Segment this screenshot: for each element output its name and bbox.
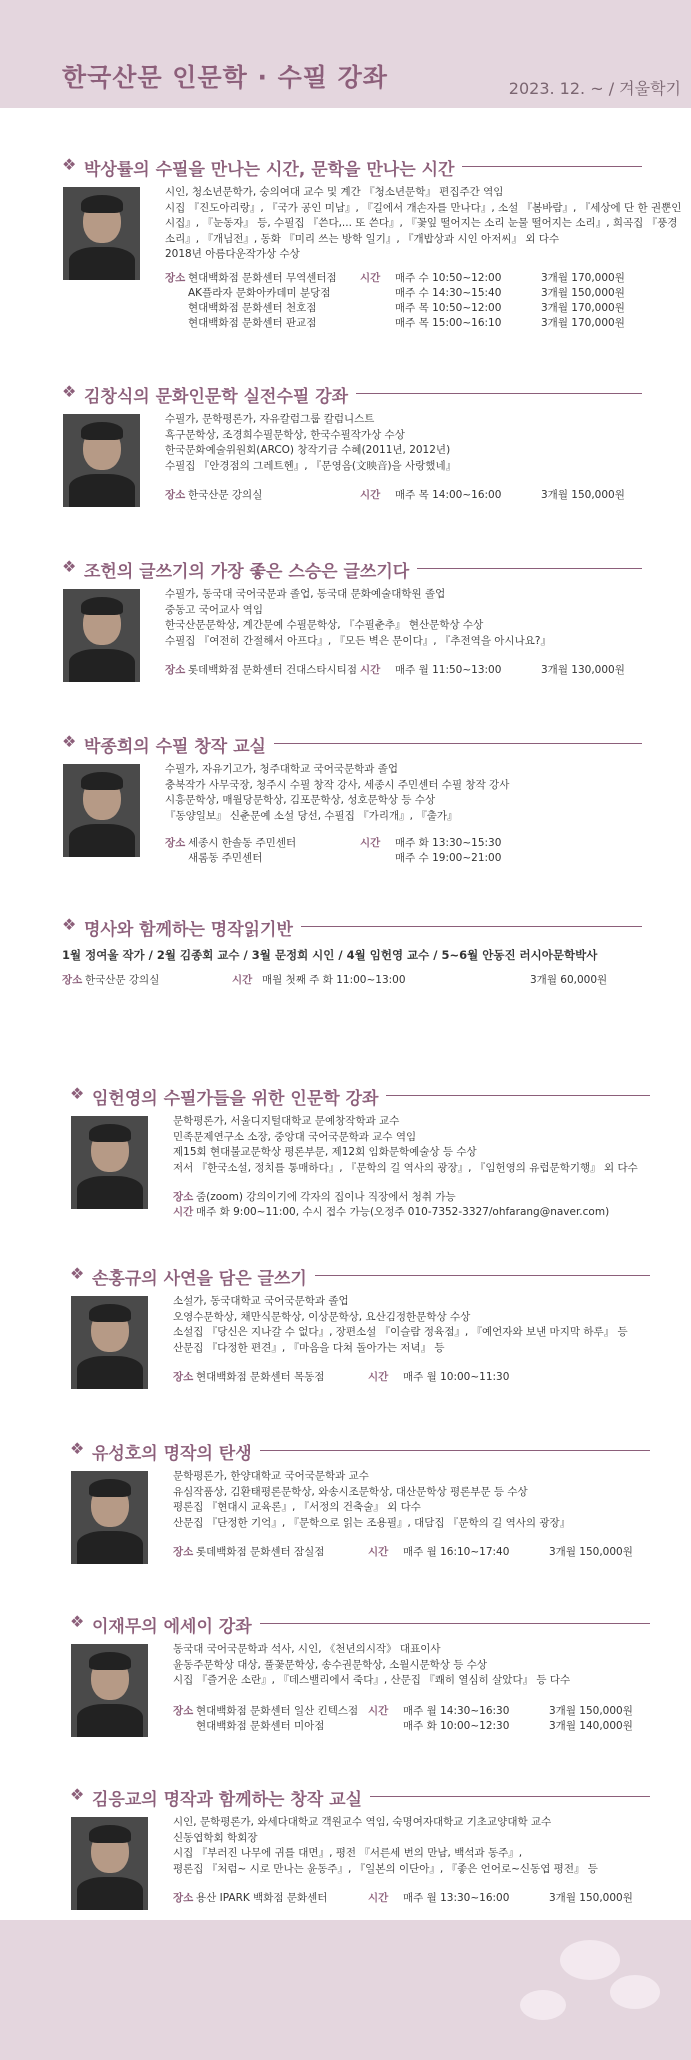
bio-line: 수필가, 자유기고가, 청주대학교 국어국문학과 졸업: [165, 763, 399, 775]
course-title-bar: [70, 1082, 650, 1110]
schedule-table: [165, 663, 645, 678]
instructor-photo: [71, 1116, 148, 1209]
time-value: 매주 목 15:00~16:10: [395, 317, 502, 329]
instructor-bio: [173, 1469, 653, 1531]
course-title: 조헌의 글쓰기의 가장 좋은 스승은 글쓰기다: [84, 557, 417, 582]
instructor-bio: [173, 1294, 653, 1356]
fee-value: 3개월 150,000원: [549, 1892, 633, 1904]
time-label: 시간: [368, 1371, 389, 1383]
instructor-bio: [165, 587, 645, 649]
schedule-table: [62, 973, 645, 988]
place-value: 새롬동 주민센터: [188, 852, 263, 864]
schedule-row: [165, 286, 645, 301]
place-label: 장소: [173, 1191, 194, 1203]
time-value: 매주 화 10:00~12:30: [403, 1720, 510, 1732]
fee-value: 3개월 150,000원: [549, 1546, 633, 1558]
time-label: 시간: [360, 664, 381, 676]
course-section: [62, 913, 642, 986]
place-value: 롯데백화점 문화센터 건대스타시티점: [188, 664, 357, 676]
time-value: 매주 수 19:00~21:00: [395, 852, 502, 864]
bio-line: 소설가, 동국대학교 국어국문학과 졸업: [173, 1295, 349, 1307]
bio-line: 평론집 『현대시 교육론』, 『서정의 건축술』 외 다수: [173, 1501, 421, 1513]
bio-line: 신동엽학회 학회장: [173, 1831, 258, 1844]
course-title-bar: [62, 913, 642, 941]
place-label: 장소: [165, 664, 186, 676]
instructor-bio: [173, 1114, 653, 1176]
flower-decoration: [610, 1975, 660, 2009]
course-title-bar: [62, 153, 642, 181]
fee-value: 3개월 170,000원: [541, 302, 625, 314]
schedule-table: [165, 836, 645, 866]
course-title: 손홍규의 사연을 담은 글쓰기: [92, 1264, 315, 1289]
bio-line: 시집 『진도아리랑』, 『국가 공인 미남』, 『길에서 개손자를 만나다』, 소설 『봄바람』, 『세상에 단 한 권뿐인: [165, 201, 682, 214]
bio-line: 시집 『즐거운 소란』, 『데스밸리에서 죽다』, 산문집 『쾌히 열심히 살았다』 등 다수: [173, 1674, 571, 1686]
time-label: 시간: [173, 1206, 194, 1218]
time-label: 시간: [368, 1705, 389, 1717]
place-label: 장소: [165, 272, 186, 284]
schedule-row: [62, 973, 645, 988]
time-value: 매월 첫째 주 화 11:00~13:00: [262, 974, 406, 986]
course-title: 박종희의 수필 창작 교실: [84, 732, 274, 757]
place-value: 현대백화점 문화센터 천호점: [188, 302, 317, 314]
fee-value: 3개월 150,000원: [541, 287, 625, 299]
bio-line: 충북작가 사무국장, 청주시 수필 창작 강사, 세종시 주민센터 수필 창작 강사: [165, 778, 510, 791]
schedule-row: [173, 1719, 653, 1734]
fee-value: 3개월 150,000원: [541, 489, 625, 501]
place-value: 세종시 한솔동 주민센터: [188, 837, 297, 849]
bio-line: 2018년 아름다운작가상 수상: [165, 248, 300, 260]
place-value: 현대백화점 문화센터 무역센터점: [188, 272, 337, 284]
course-section: [62, 380, 642, 501]
time-value: 매주 목 10:50~12:00: [395, 302, 502, 314]
time-label: 시간: [368, 1546, 389, 1558]
schedule-row: [165, 488, 645, 503]
course-title-bar: [62, 380, 642, 408]
instructor-photo: [71, 1817, 148, 1910]
place-label: 장소: [173, 1705, 194, 1717]
instructor-photo: [63, 187, 140, 280]
time-value: 매주 수 14:30~15:40: [395, 287, 502, 299]
fee-value: 3개월 170,000원: [541, 272, 625, 284]
schedule-table: [173, 1891, 653, 1906]
schedule-row: [173, 1891, 653, 1906]
course-title: 명사와 함께하는 명작읽기반: [84, 915, 301, 940]
diamond-bullet-icon: ❖: [62, 155, 77, 174]
time-label: 시간: [360, 489, 381, 501]
course-section: [70, 1082, 650, 1218]
diamond-bullet-icon: ❖: [70, 1785, 85, 1804]
schedule-row: [165, 663, 645, 678]
instructor-bio: [173, 1815, 653, 1877]
course-title: 김응교의 명작과 함께하는 창작 교실: [92, 1785, 370, 1810]
course-title: 이재무의 에세이 강좌: [92, 1612, 260, 1637]
time-label: 시간: [232, 974, 253, 986]
bio-line: 흑구문학상, 조경희수필문학상, 한국수필작가상 수상: [165, 428, 405, 441]
diamond-bullet-icon: ❖: [62, 382, 77, 401]
bio-line: 한국산문문학상, 계간문예 수필문학상, 『수필춘추』 현산문학상 수상: [165, 619, 484, 631]
course-section: [62, 153, 682, 329]
schedule-row: [165, 836, 645, 851]
bio-line: 평론집 『처럼~ 시로 만나는 윤동주』, 『일본의 이단아』, 『좋은 언어로~신동엽 평전』 등: [173, 1862, 598, 1875]
schedule-row: [173, 1370, 653, 1385]
diamond-bullet-icon: ❖: [70, 1439, 85, 1458]
course-title: 유성호의 명작의 탄생: [92, 1439, 260, 1464]
schedule-table: [173, 1704, 653, 1734]
schedule-table: [173, 1190, 653, 1220]
schedule-row: [173, 1205, 653, 1220]
diamond-bullet-icon: ❖: [70, 1612, 85, 1631]
instructor-photo: [63, 589, 140, 682]
bio-line: 시인, 청소년문학가, 숭의여대 교수 및 계간 『청소년문학』 편집주간 역임: [165, 186, 504, 198]
time-value: 매주 월 10:00~11:30: [403, 1371, 510, 1383]
bio-line: 산문집 『단정한 기억』, 『문학으로 읽는 조용필』, 대담집 『문학의 길 역사의 광장』: [173, 1516, 571, 1529]
course-section: [70, 1262, 650, 1383]
monthly-lineup: 1월 정여울 작가 / 2월 김종회 교수 / 3월 문정희 시인 / 4월 임헌영 교수 / 5~6월 안동진 러시아문학박사: [62, 948, 598, 962]
place-label: 장소: [165, 489, 186, 501]
place-value: 한국산문 강의실: [85, 974, 160, 986]
bio-line: 문학평론가, 서울디지털대학교 문예창작학과 교수: [173, 1115, 400, 1127]
place-value: 현대백화점 문화센터 판교점: [188, 317, 317, 329]
place-label: 장소: [173, 1546, 194, 1558]
semester-period: 2023. 12. ~ / 겨울학기: [508, 79, 681, 98]
course-title-bar: [70, 1783, 650, 1811]
instructor-bio: [173, 1642, 653, 1689]
bio-line: 소리』, 『개님전』, 동화 『미리 쓰는 방학 일기』, 『개밥상과 시인 아저씨』 외 다수: [165, 232, 560, 245]
bio-line: 문학평론가, 한양대학교 국어국문학과 교수: [173, 1470, 369, 1482]
course-section: [62, 730, 642, 864]
schedule-table: [165, 488, 645, 503]
bio-line: 수필가, 문학평론가, 자유칼럼그룹 칼럼니스트: [165, 413, 375, 425]
bio-line: 저서 『한국소설, 정치를 통매하다』, 『문학의 길 역사의 광장』, 『임헌영의 유럽문학기행』 외 다수: [173, 1161, 638, 1174]
course-section: [62, 555, 642, 676]
bio-line: 시흥문학상, 매월당문학상, 김포문학상, 성호문학상 등 수상: [165, 794, 436, 806]
schedule-table: [165, 271, 645, 331]
place-label: 장소: [165, 837, 186, 849]
fee-value: 3개월 130,000원: [541, 664, 625, 676]
schedule-row: [173, 1190, 653, 1205]
instructor-bio: [165, 412, 645, 474]
bio-line: 민족문제연구소 소장, 중앙대 국어국문학과 교수 역임: [173, 1130, 417, 1143]
place-value: 한국산문 강의실: [188, 489, 263, 501]
schedule-row: [173, 1704, 653, 1719]
diamond-bullet-icon: ❖: [70, 1084, 85, 1103]
course-title: 임헌영의 수필가들을 위한 인문학 강좌: [92, 1084, 386, 1109]
bio-line: 수필집 『여전히 간절해서 아프다』, 『모든 벽은 문이다』, 『추전역을 아시나요?』: [165, 634, 551, 647]
bio-line: 수필가, 동국대 국어국문과 졸업, 동국대 문화예술대학원 졸업: [165, 588, 446, 600]
course-title-bar: [62, 555, 642, 583]
fee-value: 3개월 140,000원: [549, 1720, 633, 1732]
schedule-row: [165, 316, 645, 331]
place-label: 장소: [173, 1371, 194, 1383]
course-section: [70, 1610, 650, 1732]
time-value: 매주 목 14:00~16:00: [395, 489, 502, 501]
schedule-row: [173, 1545, 653, 1560]
bio-line: 유심작품상, 김환태평론문학상, 와송시조문학상, 대산문학상 평론부문 등 수상: [173, 1485, 528, 1498]
place-value: 현대백화점 문화센터 목동점: [196, 1371, 325, 1383]
place-value: 현대백화점 문화센터 미아점: [196, 1720, 325, 1732]
course-title-bar: [70, 1610, 650, 1638]
instructor-photo: [71, 1296, 148, 1389]
bio-line: 윤동주문학상 대상, 풀꽃문학상, 송수권문학상, 소월시문학상 등 수상: [173, 1658, 488, 1671]
time-value: 매주 화 13:30~15:30: [395, 837, 502, 849]
instructor-photo: [63, 414, 140, 507]
course-title: 김창식의 문화인문학 실전수필 강좌: [84, 382, 356, 407]
instructor-bio: [165, 185, 682, 263]
bio-line: 한국문화예술위원회(ARCO) 창작기금 수혜(2011년, 2012년): [165, 444, 451, 456]
time-value: 매주 월 13:30~16:00: [403, 1892, 510, 1904]
place-value: 용산 IPARK 백화점 문화센터: [196, 1892, 328, 1904]
time-label: 시간: [368, 1892, 389, 1904]
course-title-bar: [62, 730, 642, 758]
schedule-row: [165, 271, 645, 286]
diamond-bullet-icon: ❖: [62, 915, 77, 934]
course-title-bar: [70, 1437, 650, 1465]
place-value: 롯데백화점 문화센터 잠실점: [196, 1546, 325, 1558]
instructor-photo: [71, 1471, 148, 1564]
bio-line: 오영수문학상, 채만식문학상, 이상문학상, 요산김정한문학상 수상: [173, 1310, 471, 1323]
fee-value: 3개월 150,000원: [549, 1705, 633, 1717]
place-label: 장소: [62, 974, 83, 986]
bio-line: 시인, 문학평론가, 와세다대학교 객원교수 역임, 숙명여자대학교 기초교양대학 교수: [173, 1816, 552, 1828]
time-value: 매주 월 14:30~16:30: [403, 1705, 510, 1717]
bio-line: 소설집 『당신은 지나갈 수 없다』, 장편소설 『이슬람 정육점』, 『예언자와 보낸 마지막 하루』 등: [173, 1326, 628, 1338]
bio-line: 수필집 『안경점의 그레트헨』, 『문영음(文映音)을 사랑했네』: [165, 459, 457, 472]
diamond-bullet-icon: ❖: [62, 732, 77, 751]
instructor-photo: [71, 1644, 148, 1737]
time-value: 매주 월 16:10~17:40: [403, 1546, 510, 1558]
place-value: 줌(zoom) 강의이기에 각자의 집이나 직장에서 청취 가능: [196, 1191, 456, 1203]
flower-decoration: [560, 1940, 620, 1980]
time-value: 매주 수 10:50~12:00: [395, 272, 502, 284]
instructor-photo: [63, 764, 140, 857]
course-title-bar: [70, 1262, 650, 1290]
bio-line: 산문집 『다정한 편견』, 『마음을 다쳐 돌아가는 저녁』 등: [173, 1341, 445, 1354]
instructor-bio: [165, 762, 645, 824]
time-value: 매주 월 11:50~13:00: [395, 664, 502, 676]
place-value: AK플라자 문화아카데미 분당점: [188, 287, 331, 299]
page-title: 한국산문 인문학 · 수필 강좌: [62, 63, 388, 92]
course-section: [70, 1783, 650, 1904]
diamond-bullet-icon: ❖: [62, 557, 77, 576]
place-value: 현대백화점 문화센터 일산 킨텍스점: [196, 1705, 359, 1717]
schedule-row: [165, 301, 645, 316]
bio-line: 시집』, 『눈동자』 등, 수필집 『쓴다,... 또 쓴다』, 『꽃잎 떨어지는 소리 눈물 떨어지는 소리』, 희곡집 『풍경: [165, 217, 678, 229]
decorative-footer: [0, 1920, 691, 2060]
fee-value: 3개월 60,000원: [530, 974, 608, 986]
schedule-table: [173, 1370, 653, 1385]
schedule-row: [165, 851, 645, 866]
course-section: [70, 1437, 650, 1558]
place-label: 장소: [173, 1892, 194, 1904]
bio-line: 동국대 국어국문학과 석사, 시인, 《천년의시작》 대표이사: [173, 1643, 441, 1655]
time-value: 매주 화 9:00~11:00, 수시 접수 가능(오정주 010-7352-3327/ohfarang@naver.com): [196, 1206, 610, 1218]
bio-line: 시집 『부러진 나무에 귀를 대면』, 평전 『서른세 번의 만남, 백석과 동주』,: [173, 1847, 523, 1859]
flower-decoration: [520, 1990, 566, 2020]
page-header: [0, 0, 691, 108]
schedule-table: [173, 1545, 653, 1560]
diamond-bullet-icon: ❖: [70, 1264, 85, 1283]
time-label: 시간: [360, 272, 381, 284]
course-title: 박상률의 수필을 만나는 시간, 문학을 만나는 시간: [84, 155, 462, 180]
bio-line: 『동양일보』 신춘문예 소설 당선, 수필집 『가리개』, 『출가』: [165, 809, 458, 822]
bio-line: 제15회 현대불교문학상 평론부문, 제12회 임화문학예술상 등 수상: [173, 1146, 477, 1158]
fee-value: 3개월 170,000원: [541, 317, 625, 329]
bio-line: 중동고 국어교사 역임: [165, 603, 263, 616]
time-label: 시간: [360, 837, 381, 849]
